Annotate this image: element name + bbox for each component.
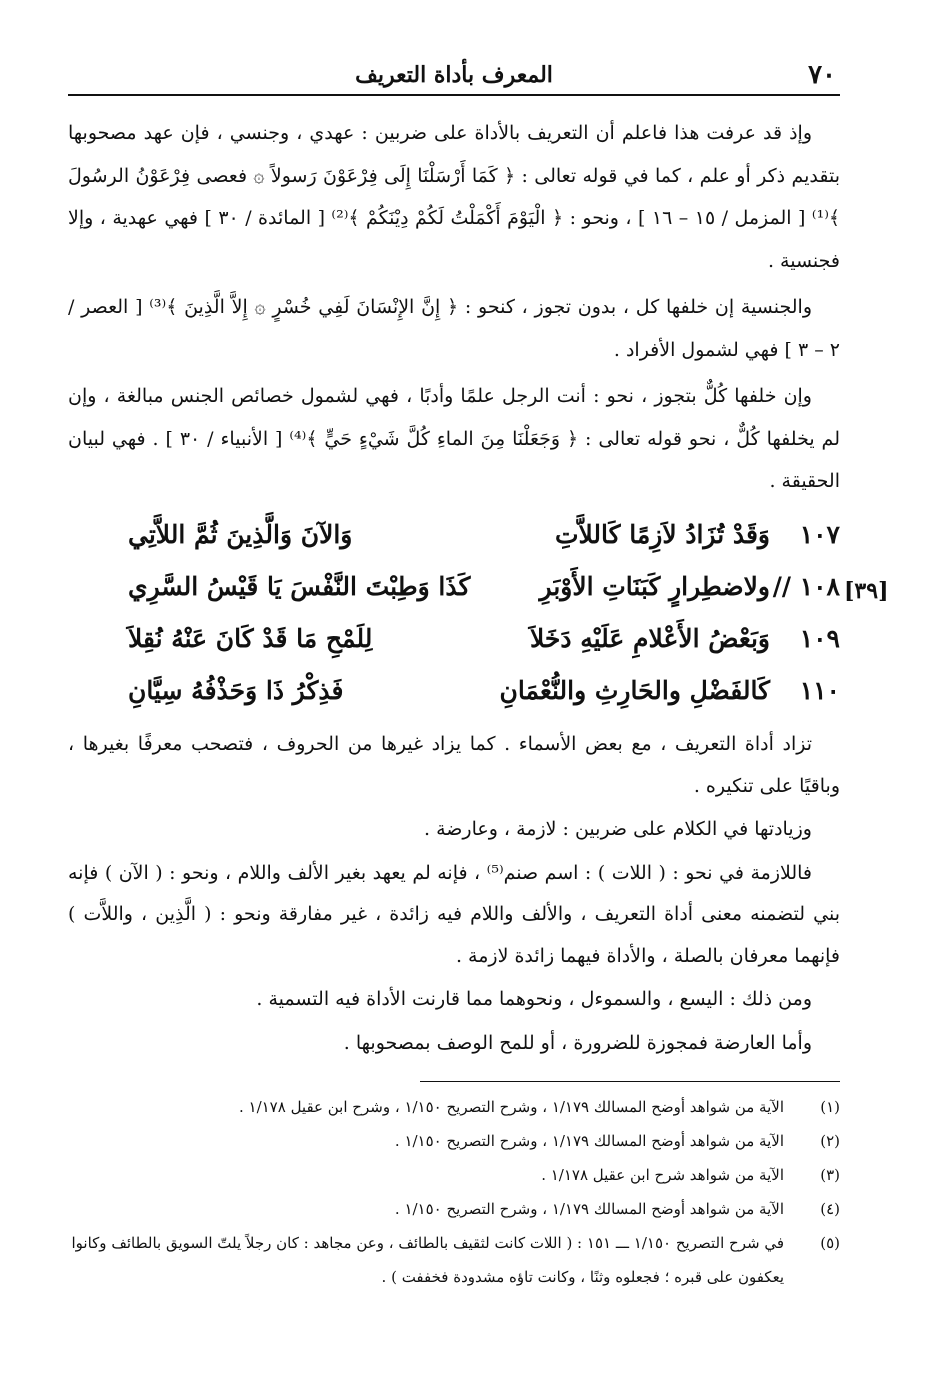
verse-number: ١٠٩ — [799, 624, 840, 653]
footnote-number: (٤) — [820, 1200, 840, 1218]
verse-line — [68, 672, 840, 724]
verse-block — [68, 516, 840, 724]
verse-line — [68, 568, 840, 620]
verse-number: ١١٠ — [799, 676, 840, 705]
paragraph: وأما العارضة فمجوزة للضرورة ، أو للمح الوصف بمصحوبها . — [343, 1031, 812, 1054]
footnote-text: الآية من شواهد شرح ابن عقيل ١/١٧٨ . — [541, 1166, 784, 1184]
footnote-text: الآية من شواهد أوضح المسالك ١/١٧٩ ، وشرح التصريح ١/١٥٠ . — [394, 1200, 784, 1218]
footnote-text: الآية من شواهد أوضح المسالك ١/١٧٩ ، وشرح التصريح ١/١٥٠ . — [394, 1132, 784, 1150]
main-text-bottom — [68, 724, 840, 1066]
verse-number: ١٠٧ — [799, 520, 840, 549]
paragraph: والجنسية إن خلفها كل ، بدون تجوز ، كنحو : ﴿ إِنَّ الإِنْسَانَ لَفِي خُسْرٍ ۞ إِلاَّ الَّذِينَ ﴾⁽³⁾ [ العصر / ٢ – ٣ ] فهي لشمول الأفراد . — [68, 296, 840, 361]
verse-second-hemistich: فَذِكْرُ ذَا وَحَذْفُهُ سِيَّانِ — [128, 676, 344, 705]
footnote-text: الآية من شواهد أوضح المسالك ١/١٧٩ ، وشرح التصريح ١/١٥٠ ، وشرح ابن عقيل ١/١٧٨ . — [238, 1098, 784, 1116]
footnote-number: (٢) — [820, 1132, 840, 1150]
paragraph: وإن خلفها كُلٌّ بتجوز ، نحو : أنت الرجل علمًا وأدبًا ، فهي لشمول خصائص الجنس مبالغة ، وإن لم يخلفها كُلٌّ ، نحو قوله تعالى : ﴿ وَجَعَلْنَا مِنَ الماءِ كُلَّ شَيْءٍ حَيٍّ ﴾⁽⁴⁾ [ الأنبياء / ٣٠ ] . فهي لبيان الحقيقة . — [68, 385, 840, 492]
verse-first-hemistich: وَقَدْ تُزَادُ لاَزِمًا كَاللاَّتِ — [554, 520, 770, 549]
footnote — [68, 1090, 840, 1124]
verse-second-hemistich: لِلَمْحِ مَا قَدْ كَانَ عَنْهُ نُقِلاَ — [128, 624, 373, 653]
page-number: ٧٠ — [808, 60, 836, 90]
verse-first-hemistich: وَبَعْضُ الأَعْلامِ عَلَيْهِ دَخَلاَ — [530, 624, 770, 653]
footnote — [68, 1192, 840, 1226]
verse-second-hemistich: وَالآنَ وَالَّذِينَ ثُمَّ اللاَّتِي — [128, 520, 353, 549]
paragraph: فاللازمة في نحو : ( اللات ) : اسم صنم⁽⁵⁾ ، فإنه لم يعهد بغير الألف واللام ، ونحو : ( الآن ) فإنه بني لتضمنه معنى أداة التعريف ، والألف واللام فيه زائدة ، غير مفارقة ونحو : ( الَّذِين ، واللاَّت ) فإنهما معرفان بالصلة ، والأداة فيهما زائدة لازمة . — [68, 861, 840, 967]
footnote-number: (٣) — [820, 1166, 840, 1184]
main-text-top — [68, 112, 840, 507]
verse-line — [68, 516, 840, 568]
verse-number: ١٠٨ // — [772, 572, 840, 601]
footnote — [68, 1124, 840, 1158]
footnote — [68, 1158, 840, 1192]
footnote-text: في شرح التصريح ١/١٥٠ ـــ ١٥١ : ( اللات كانت لثقيف بالطائف ، وعن مجاهد : كان رجلاً يلتّ السويق بالطائف وكانوا يعكفون على قبره ؛ فجعلوه وثنًا ، وكانت تاؤه مشدودة فخففت ) . — [71, 1234, 784, 1286]
verse-second-hemistich: كَذَا وَطِبْتَ النَّفْسَ يَا قَيْسُ السَّرِي — [128, 572, 471, 601]
footnote — [68, 1226, 840, 1294]
footnote-number: (١) — [820, 1098, 840, 1116]
paragraph: وإذ قد عرفت هذا فاعلم أن التعريف بالأداة على ضربين : عهدي ، وجنسي ، فإن عهد مصحوبها بتقديم ذكر أو علم ، كما في قوله تعالى : ﴿ كَمَا أَرْسَلْنَا إِلَى فِرْعَوْنَ رَسولاً ۞ فعصى فِرْعَوْنُ الرسُولَ ﴾⁽¹⁾ [ المزمل / ١٥ – ١٦ ] ، ونحو : ﴿ الْيَوْمَ أَكْمَلْتُ لَكُمْ دِيْنَكُمْ ﴾⁽²⁾ [ المائدة / ٣٠ ] فهي عهدية ، وإلا فجنسية . — [68, 122, 841, 272]
paragraph: وزيادتها في الكلام على ضربين : لازمة ، وعارضة . — [424, 818, 812, 840]
verse-first-hemistich: كَالفَضْلِ والحَارِثِ والنُّعْمَانِ — [499, 676, 770, 705]
footnote-number: (٥) — [820, 1234, 840, 1252]
footnotes — [68, 1090, 840, 1294]
paragraph: تزاد أداة التعريف ، مع بعض الأسماء . كما يزاد غيرها من الحروف ، فتصحب معرفًا بغيرها ، وباقيًا على تنكيره . — [68, 733, 840, 797]
running-title: المعرف بأداة التعريف — [355, 62, 553, 88]
margin-reference: [٣٩] — [844, 578, 889, 604]
verse-line — [68, 620, 840, 672]
page-header — [68, 58, 840, 96]
footnote-divider — [420, 1081, 840, 1082]
paragraph: ومن ذلك : اليسع ، والسموءل ، ونحوهما مما قارنت الأداة فيه التسمية . — [256, 988, 812, 1010]
verse-first-hemistich: ولاضطِرارٍ كَبَنَاتِ الأَوْبَرِ — [539, 572, 770, 601]
